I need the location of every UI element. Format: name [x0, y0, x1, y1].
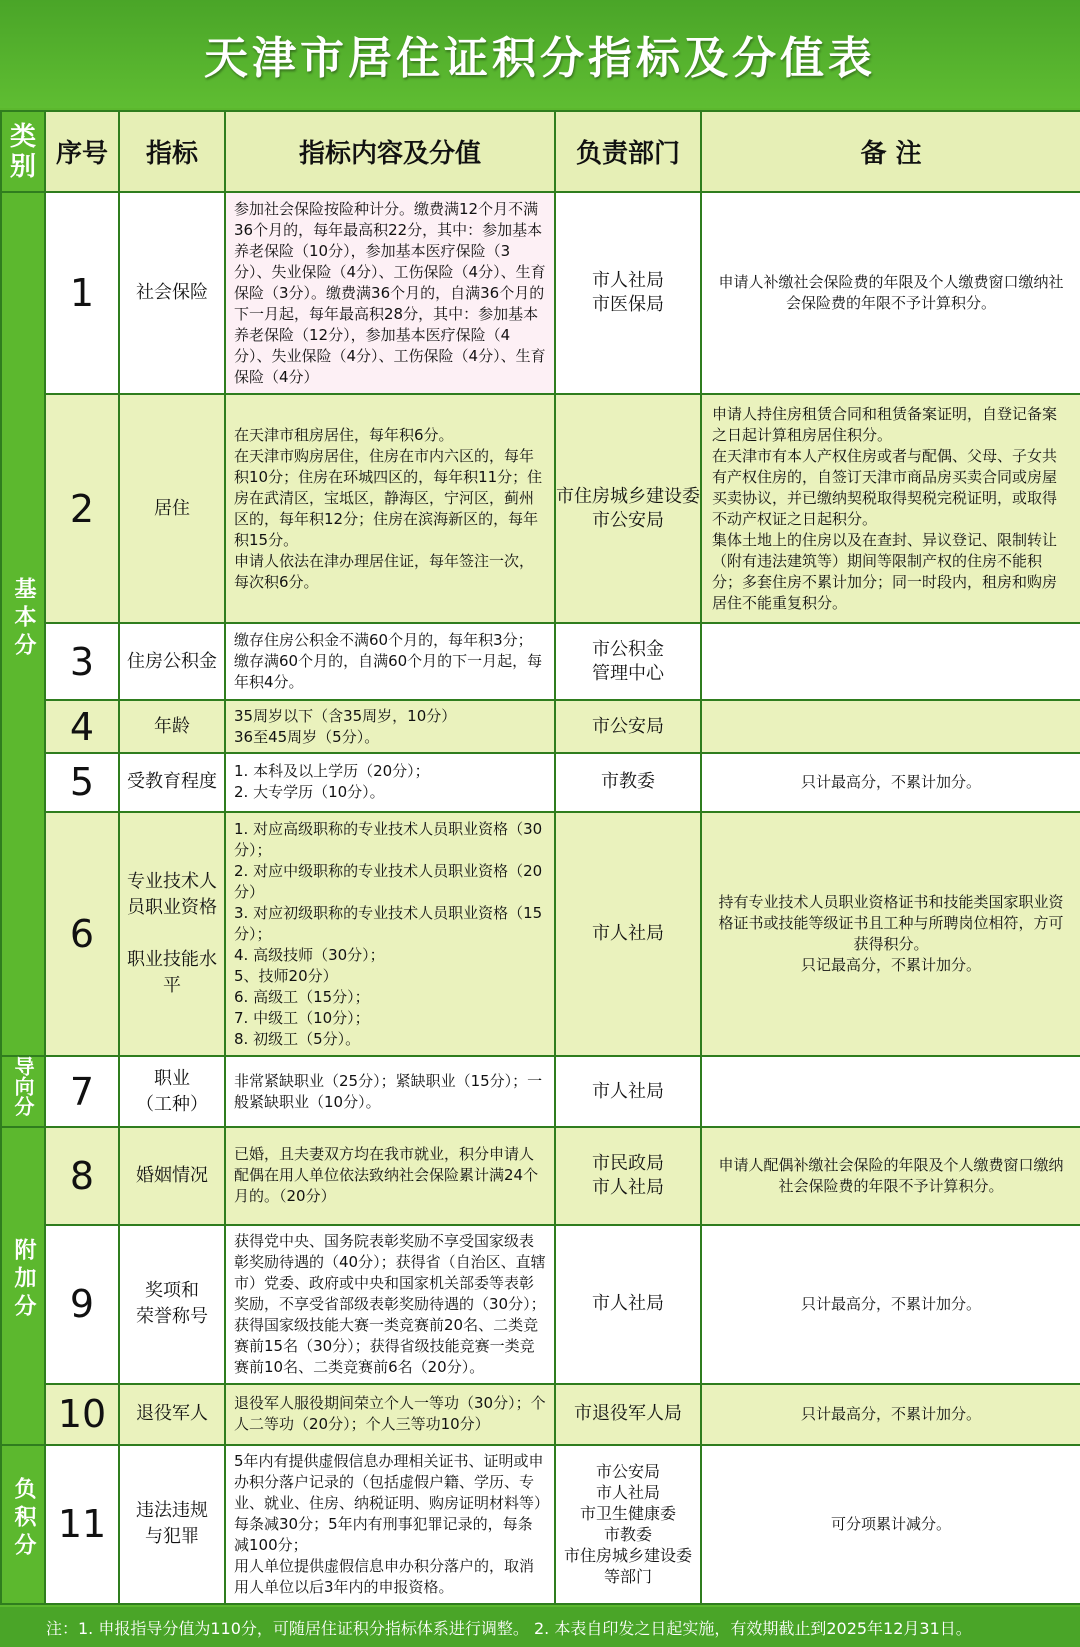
seq-cell: 6: [45, 812, 119, 1056]
notes-cell: 只计最高分，不累计加分。: [701, 753, 1080, 812]
notes-cell: [701, 623, 1080, 700]
table-row: [1, 1127, 1080, 1224]
content-cell: 参加社会保险按险种计分。缴费满12个月不满36个月的，每年最高积22分，其中：参加基本养老保险（10分），参加基本医疗保险（3分）、失业保险（4分）、工伤保险（4分）、生育保险（3分）。缴费满36个月的，自满36个月的下一月起，每年最高积28分，其中：参加基本养老保险（12分），参加基本医疗保险（4分）、失业保险（4分）、工伤保险（4分）、生育保险（4分）: [225, 192, 555, 394]
department-cell: 市教委: [555, 753, 701, 812]
table-row: [1, 1384, 1080, 1445]
content-cell: 非常紧缺职业（25分）；紧缺职业（15分）；一般紧缺职业（10分）。: [225, 1056, 555, 1127]
table-row: [1, 700, 1080, 753]
department-cell: 市退役军人局: [555, 1384, 701, 1445]
header-row: [1, 111, 1080, 192]
points-table-wrap: [0, 110, 1080, 1605]
indicator-cell: 奖项和 荣誉称号: [119, 1225, 225, 1384]
notes-cell: 可分项累计减分。: [701, 1445, 1080, 1604]
content-cell: 35周岁以下（含35周岁，10分） 36至45周岁（5分）。: [225, 700, 555, 753]
content-cell: 缴存住房公积金不满60个月的，每年积3分；缴存满60个月的，自满60个月的下一月起，每年积4分。: [225, 623, 555, 700]
indicator-cell: 社会保险: [119, 192, 225, 394]
seq-cell: 5: [45, 753, 119, 812]
indicator-cell: 专业技术人员职业资格 职业技能水平: [119, 812, 225, 1056]
category-guide: [1, 1056, 45, 1127]
content-cell: 5年内有提供虚假信息办理相关证书、证明或申办积分落户记录的（包括虚假户籍、学历、专业、就业、住房、纳税证明、购房证明材料等）每条减30分；5年内有刑事犯罪记录的，每条减100分； 用人单位提供虚假信息申办积分落户的，取消用人单位以后3年内的申报资格。: [225, 1445, 555, 1604]
header-category: 类别: [1, 111, 45, 192]
category-negative-label: 负积分: [11, 1476, 36, 1561]
table-row: [1, 623, 1080, 700]
department-cell: 市人社局: [555, 812, 701, 1056]
content-cell: 退役军人服役期间荣立个人一等功（30分）；个人二等功（20分）；个人三等功10分）: [225, 1384, 555, 1445]
indicator-cell: 婚姻情况: [119, 1127, 225, 1224]
seq-cell: 10: [45, 1384, 119, 1445]
indicator-cell: 职业 （工种）: [119, 1056, 225, 1127]
content-cell: 1. 本科及以上学历（20分）； 2. 大专学历（10分）。: [225, 753, 555, 812]
indicator-cell: 住房公积金: [119, 623, 225, 700]
seq-cell: 4: [45, 700, 119, 753]
notes-cell: 申请人补缴社会保险费的年限及个人缴费窗口缴纳社会保险费的年限不予计算积分。: [701, 192, 1080, 394]
department-cell: 市公安局: [555, 700, 701, 753]
header-content: 指标内容及分值: [225, 111, 555, 192]
header-department: 负责部门: [555, 111, 701, 192]
category-basic: [1, 192, 45, 1056]
seq-cell: 8: [45, 1127, 119, 1224]
category-negative: [1, 1445, 45, 1604]
seq-cell: 3: [45, 623, 119, 700]
notes-cell: 申请人配偶补缴社会保险的年限及个人缴费窗口缴纳社会保险费的年限不予计算积分。: [701, 1127, 1080, 1224]
seq-cell: 11: [45, 1445, 119, 1604]
category-basic-label: 基本分: [11, 576, 36, 661]
content-cell: 获得党中央、国务院表彰奖励不享受国家级表彰奖励待遇的（40分）；获得省（自治区、直辖市）党委、政府或中央和国家机关部委等表彰奖励，不享受省部级表彰奖励待遇的（30分）；获得国家级技能大赛一类竞赛前20名、二类竞赛前15名（30分）；获得省级技能竞赛一类竞赛前10名、二类竞赛前6名（20分）。: [225, 1225, 555, 1384]
department-cell: 市公安局 市人社局 市卫生健康委 市教委 市住房城乡建设委 等部门: [555, 1445, 701, 1604]
department-cell: 市住房城乡建设委 市公安局: [555, 394, 701, 623]
watermark: 置业顾问@新业: [872, 1574, 1040, 1602]
category-extra: [1, 1127, 45, 1444]
indicator-cell: 违法违规 与犯罪: [119, 1445, 225, 1604]
department-cell: 市人社局: [555, 1225, 701, 1384]
table-row: [1, 394, 1080, 623]
notes-cell: 只计最高分，不累计加分。: [701, 1384, 1080, 1445]
notes-cell: [701, 1056, 1080, 1127]
notes-cell: 持有专业技术人员职业资格证书和技能类国家职业资格证书或技能等级证书且工种与所聘岗位相符，方可获得积分。 只记最高分，不累计加分。: [701, 812, 1080, 1056]
department-cell: 市民政局 市人社局: [555, 1127, 701, 1224]
indicator-cell: 年龄: [119, 700, 225, 753]
footer-note: 注：1. 申报指导分值为110分，可随居住证积分指标体系进行调整。 2. 本表自印发之日起实施，有效期截止到2025年12月31日。: [0, 1607, 1080, 1647]
indicator-cell: 退役军人: [119, 1384, 225, 1445]
notes-cell: 申请人持住房租赁合同和租赁备案证明，自登记备案之日起计算租房居住积分。 在天津市有本人产权住房或者与配偶、父母、子女共有产权住房的，自签订天津市商品房买卖合同或房屋买卖协议，并已缴纳契税取得契税完税证明，或取得不动产权证之日起积分。 集体土地上的住房以及在查封、异议登记、限制转让（附有违法建筑等）期间等限制产权的住房不能积分；多套住房不累计加分；同一时段内，租房和购房居住不能重复积分。: [701, 394, 1080, 623]
seq-cell: 7: [45, 1056, 119, 1127]
points-table: [0, 110, 1080, 1605]
table-row: [1, 812, 1080, 1056]
header-seq: 序号: [45, 111, 119, 192]
department-cell: 市人社局: [555, 1056, 701, 1127]
indicator-cell: 居住: [119, 394, 225, 623]
table-row: [1, 1225, 1080, 1384]
title-bar: [0, 0, 1080, 108]
content-cell: 在天津市租房居住，每年积6分。 在天津市购房居住，住房在市内六区的，每年积10分；住房在环城四区的，每年积11分；住房在武清区，宝坻区，静海区，宁河区，蓟州区的，每年积12分；住房在滨海新区的，每年积15分。 申请人依法在津办理居住证，每年签注一次，每次积6分。: [225, 394, 555, 623]
indicator-cell: 受教育程度: [119, 753, 225, 812]
notes-cell: 只计最高分，不累计加分。: [701, 1225, 1080, 1384]
seq-cell: 2: [45, 394, 119, 623]
table-row: [1, 1056, 1080, 1127]
header-indicator: 指标: [119, 111, 225, 192]
content-cell: 已婚，且夫妻双方均在我市就业，积分申请人配偶在用人单位依法致纳社会保险累计满24个月的。（20分）: [225, 1127, 555, 1224]
seq-cell: 9: [45, 1225, 119, 1384]
department-cell: 市人社局 市医保局: [555, 192, 701, 394]
header-notes: 备 注: [701, 111, 1080, 192]
seq-cell: 1: [45, 192, 119, 394]
page-title: 天津市居住证积分指标及分值表: [204, 33, 876, 84]
category-guide-label: 导向分: [11, 1056, 35, 1117]
notes-cell: [701, 700, 1080, 753]
content-cell: 1. 对应高级职称的专业技术人员职业资格（30分）； 2. 对应中级职称的专业技术人员职业资格（20分） 3. 对应初级职称的专业技术人员职业资格（15分）； 4. 高级技师（30分）； 5、技师20分） 6. 高级工（15分）； 7. 中级工（10分）； 8. 初级工（5分）。: [225, 812, 555, 1056]
table-row: [1, 753, 1080, 812]
table-row: [1, 192, 1080, 394]
department-cell: 市公积金 管理中心: [555, 623, 701, 700]
category-extra-label: 附加分: [11, 1238, 36, 1323]
